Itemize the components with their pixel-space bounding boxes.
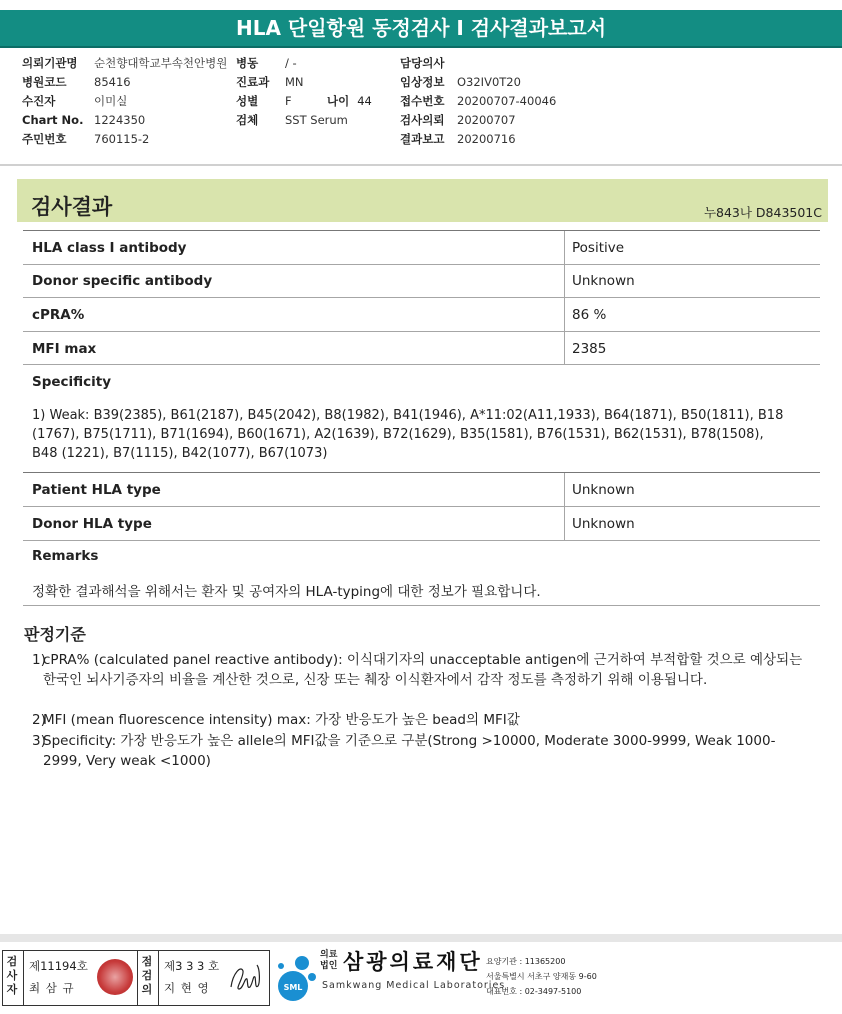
info-value: 20200707 [457,113,516,127]
age-field [327,92,372,111]
info-value: / - [285,56,297,70]
criteria-text: cPRA% (calculated panel reactive antibody): 이식대기자의 unacceptable antigen에 근거하여 부적합할 것으로 예상되는 한국인 뇌사기증자의 비율을 계산한 것으로, 신장 또는 췌장 이식환자에서 감작 정도를 측정하기 위해 이용됩니다. [43,652,803,688]
info-label: 담당의사 [400,56,445,70]
result-row-patient-hla [23,473,820,507]
results-header [17,179,828,222]
org-info-line: 대표번호 : 02-3497-5100 [486,987,582,996]
info-row [236,111,348,130]
specificity-text: 1) Weak: B39(2385), B61(2187), B45(2042), B8(1982), B41(1946), A*11:02(A11,1933), B64(1871), B50(1811), B18 (1767), B75(1711), B71(1694), B60(1671), A2(1639), B72(1629), B35(1581), B76(1531), B62(1531), B78(1508), B48 (1221), B7(1115), B42(1077), B67(1073) [32,408,784,461]
result-row-cpra [23,298,820,332]
info-value: 85416 [94,75,131,89]
result-row-donor-hla [23,507,820,541]
org-info [486,954,597,999]
results-code: 누843나 D843501C [703,205,822,220]
column-divider [564,231,565,264]
criteria-number: 2) [32,712,46,728]
footer-divider [0,934,842,942]
column-divider [564,332,565,364]
info-value: 760115-2 [94,132,150,146]
patient-info-col1 [22,54,227,149]
info-value: 20200707-40046 [457,94,557,108]
result-value: Unknown [572,273,635,289]
info-label: 병동 [236,56,259,70]
result-row-mfi-max [23,332,820,365]
info-label: 임상정보 [400,75,445,89]
results-title: 검사결과 [31,195,113,219]
info-label: 접수번호 [400,94,445,108]
criteria-number: 3) [32,733,46,749]
criteria-text: Specificity: 가장 반응도가 높은 allele의 MFI값을 기준으로 구분(Strong >10000, Moderate 3000-9999, Weak 1000-2999, Very weak <1000) [43,733,776,769]
info-value: 44 [357,94,372,108]
column-divider [564,265,565,297]
signature-box [2,950,270,1006]
info-value: 20200716 [457,132,516,146]
criteria-item [32,710,812,730]
org-type: 의료법인 [320,950,338,971]
info-row [400,92,556,111]
criteria-item [32,731,812,771]
remarks-heading: Remarks [32,548,99,564]
info-label: 주민번호 [22,132,67,146]
info-row [400,111,556,130]
result-label: HLA class I antibody [32,240,187,256]
sml-logo-icon [272,950,318,1002]
examiner-name: 최 삼 규 [29,981,75,995]
signature-icon [227,959,263,995]
info-row [22,73,227,92]
org-name-english: Samkwang Medical Laboratories [322,980,506,991]
remarks-divider [23,605,820,606]
result-label: cPRA% [32,307,85,323]
info-row [236,73,348,92]
criteria-text: MFI (mean fluorescence intensity) max: 가장 반응도가 높은 bead의 MFI값 [43,712,520,728]
info-value: O32IV0T20 [457,75,521,89]
examiner-seal-icon [97,959,133,995]
reviewer-name: 지 현 영 [164,981,210,995]
result-label: Donor specific antibody [32,273,213,289]
info-value: 1224350 [94,113,146,127]
info-row [400,73,556,92]
info-label: 결과보고 [400,132,445,146]
result-label: Donor HLA type [32,516,152,532]
info-value: MN [285,75,304,89]
criteria-title: 판정기준 [24,625,86,644]
org-name: 삼광의료재단 [343,950,483,974]
info-row [22,92,227,111]
info-row [236,54,348,73]
remarks-text: 정확한 결과해석을 위해서는 환자 및 공여자의 HLA-typing에 대한 정보가 필요합니다. [32,584,541,600]
info-value: 이미실 [94,94,128,108]
box-divider [23,951,24,1005]
result-label: Patient HLA type [32,482,161,498]
reviewer-license: 제3 3 3 호 [164,959,220,973]
result-row-dsa [23,265,820,298]
result-row-hla-class-i [23,231,820,265]
banner-divider [0,46,842,48]
info-label: Chart No. [22,113,84,127]
info-label: 검체 [236,113,259,127]
info-value: 순천향대학교부속천안병원 [94,56,228,70]
examiner-license: 제11194호 [29,959,88,973]
result-value: Positive [572,240,625,256]
info-label: 진료과 [236,75,270,89]
column-divider [564,473,565,506]
result-value: 2385 [572,341,607,357]
examiner-label: 검사자 [6,955,18,996]
criteria-item [32,650,812,690]
info-label: 성별 [236,94,259,108]
org-info-line: 서울특별시 서초구 양재동 9-60 [486,972,597,981]
column-divider [564,298,565,331]
reviewer-label: 점검의 [141,955,153,996]
report-title: HLA 단일항원 동정검사 I 검사결과보고서 [0,10,842,46]
patient-info-col3 [400,54,556,149]
box-divider [137,951,138,1005]
info-row [400,54,556,73]
criteria-number: 1) [32,652,46,668]
info-label: 검사의뢰 [400,113,445,127]
info-value: SST Serum [285,113,348,127]
specificity-heading: Specificity [32,374,112,390]
info-row [400,130,556,149]
sml-logo-text: SML [283,983,303,992]
info-row [22,130,227,149]
result-value: 86 % [572,307,607,323]
result-value: Unknown [572,516,635,532]
info-row [22,54,227,73]
org-info-line: 요양기관 : 11365200 [486,957,566,966]
info-value: F [285,94,292,108]
info-row [22,111,227,130]
box-divider [158,951,159,1005]
column-divider [564,507,565,540]
info-label: 수진자 [22,94,56,108]
header-divider [0,164,842,166]
result-label: MFI max [32,341,97,357]
info-label: 의뢰기관명 [22,56,78,70]
info-label: 나이 [327,94,350,108]
result-value: Unknown [572,482,635,498]
info-label: 병원코드 [22,75,67,89]
